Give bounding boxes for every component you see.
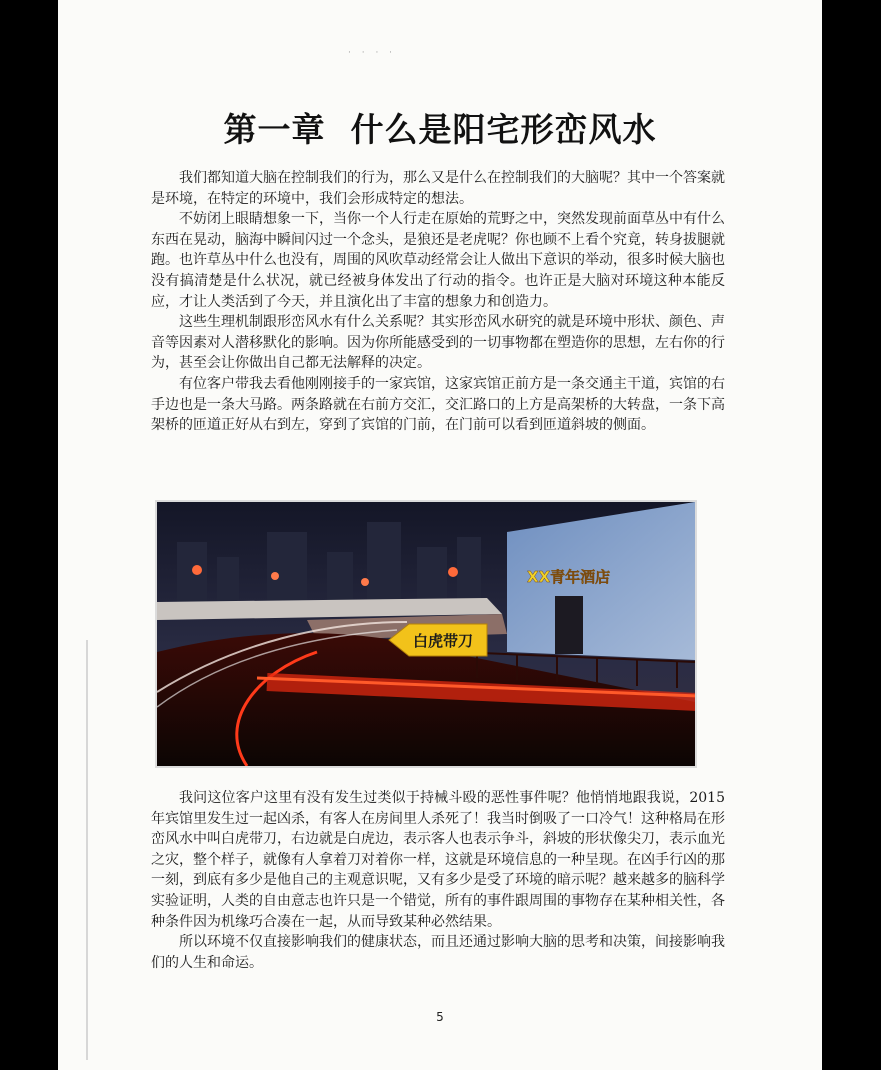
document-page: [58, 0, 822, 1070]
scan-edge-line: [86, 640, 88, 1060]
arrow-label: 白虎带刀: [413, 632, 474, 650]
page-number: 5: [436, 1010, 444, 1024]
paragraph: 我们都知道大脑在控制我们的行为，那么又是什么在控制我们的大脑呢？其中一个答案就是环境，在特定的环境中，我们会形成特定的想法。: [151, 170, 725, 207]
paragraph: 我问这位客户这里有没有发生过类似于持械斗殴的恶性事件呢？他悄悄地跟我说，2015 年宾馆里发生过一起凶杀，有客人在房间里人杀死了！我当时倒吸了一口冷气！这种格局在形峦风水中叫白虎带刀，右边就是白虎边，表示客人也表示争斗，斜坡的形状像尖刀，表示血光之灾，整个样子，就像有人拿着刀对着你一样，这就是环境信息的一种呈现。在凶手行凶的那一刻，到底有多少是他自己的主观意识呢，又有多少是受了环境的暗示呢？越来越多的脑科学实验证明，人类的自由意志也许只是一个错觉，所有的事件跟周围的事物存在某种相关性，各种条件因为机缘巧合凑在一起，从而导致某种必然结果。: [151, 790, 725, 930]
hotel-night-photo: [155, 500, 697, 768]
paragraph: 这些生理机制跟形峦风水有什么关系呢？其实形峦风水研究的就是环境中形状、颜色、声音等因素对人潜移默化的影响。因为你所能感受到的一切事物都在塑造你的思想，左右你的行为，甚至会让你做出自己都无法解释的决定。: [151, 314, 725, 372]
paragraph: 所以环境不仅直接影响我们的健康状态，而且还通过影响大脑的思考和决策，间接影响我们的人生和命运。: [151, 934, 725, 971]
running-header: · · · ·: [348, 48, 397, 58]
chapter-title: 第一章 什么是阳宅形峦风水: [223, 110, 657, 149]
body-text-top: [151, 168, 725, 436]
photo-illustration: [157, 502, 695, 766]
paragraph: 有位客户带我去看他刚刚接手的一家宾馆，这家宾馆正前方是一条交通主干道，宾馆的右手边也是一条大马路。两条路就在右前方交汇，交汇路口的上方是高架桥的大转盘，一条下高架桥的匝道正好从右到左，穿到了宾馆的门前，在门前可以看到匝道斜坡的侧面。: [151, 375, 725, 434]
body-text-bottom: [151, 788, 725, 973]
hotel-sign: XX青年酒店: [527, 568, 611, 586]
hotel-door: [555, 596, 583, 654]
paragraph: 不妨闭上眼睛想象一下，当你一个人行走在原始的荒野之中，突然发现前面草丛中有什么东西在晃动，脑海中瞬间闪过一个念头，是狼还是老虎呢？你也顾不上看个究竟，转身拔腿就跑。也许草丛中什么也没有，周围的风吹草动经常会让人做出下意识的举动，很多时候大脑也没有搞清楚是什么状况，就已经被身体发出了行动的指令。也许正是大脑对环境这种本能反应，才让人类活到了今天，并且演化出了丰富的想象力和创造力。: [151, 211, 725, 310]
